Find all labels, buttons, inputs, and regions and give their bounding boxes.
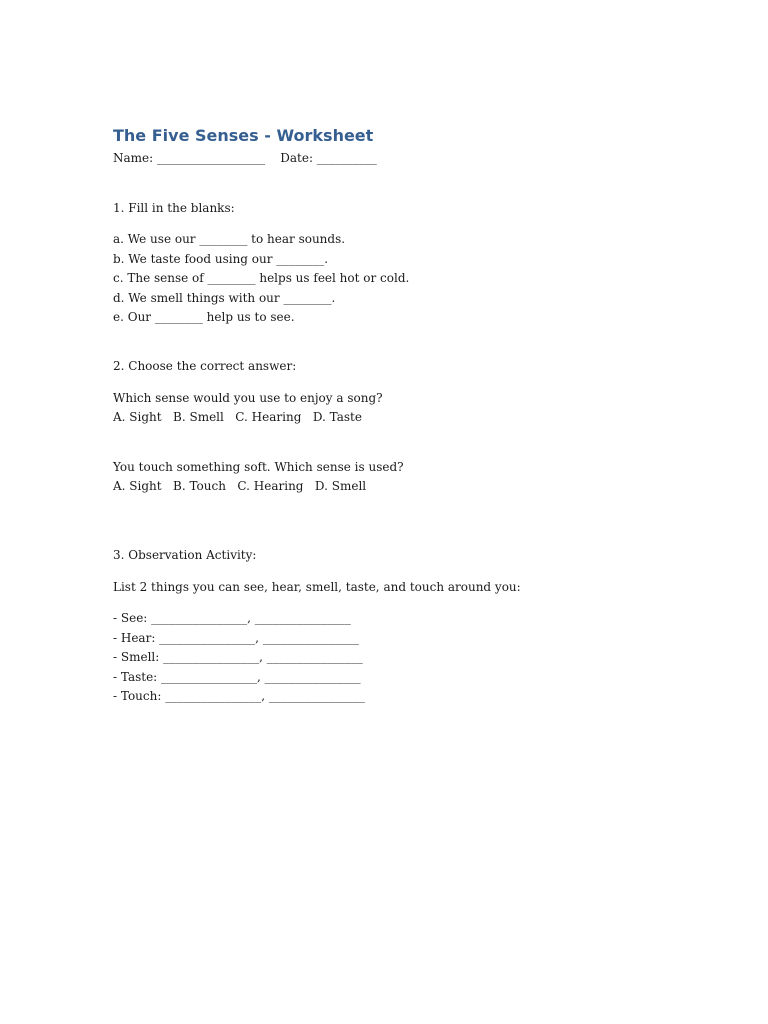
- page-title: The Five Senses - Worksheet: [113, 126, 374, 145]
- observation-item: - Taste: ________________, ________________: [113, 669, 361, 684]
- section3-instruction: List 2 things you can see, hear, smell, taste, and touch around you:: [113, 579, 521, 594]
- fill-blank-item: e. Our ________ help us to see.: [113, 310, 295, 325]
- observation-item: - Smell: ________________, ________________: [113, 650, 363, 665]
- section2-heading: 2. Choose the correct answer:: [113, 359, 297, 374]
- section1-heading: 1. Fill in the blanks:: [113, 201, 235, 215]
- fill-blank-item: b. We taste food using our ________.: [113, 251, 329, 266]
- question-options: A. Sight B. Smell C. Hearing D. Taste: [113, 410, 362, 425]
- fill-blank-item: a. We use our ________ to hear sounds.: [113, 232, 346, 247]
- section3-list: [113, 609, 673, 706]
- fill-blank-item: d. We smell things with our ________.: [113, 290, 336, 305]
- name-date-line: Name: __________________ Date: __________: [113, 151, 377, 165]
- observation-item: - Hear: ________________, ________________: [113, 630, 359, 645]
- observation-item: - See: ________________, ________________: [113, 611, 351, 626]
- section1-list: [113, 230, 673, 327]
- observation-item: - Touch: ________________, ________________: [113, 688, 365, 703]
- question-options: A. Sight B. Touch C. Hearing D. Smell: [113, 479, 367, 494]
- section3-heading: 3. Observation Activity:: [113, 548, 257, 563]
- question-block: [113, 389, 673, 428]
- question-block: [113, 458, 673, 497]
- question-text: Which sense would you use to enjoy a song?: [113, 390, 383, 405]
- worksheet-page: [113, 124, 673, 706]
- fill-blank-item: c. The sense of ________ helps us feel hot or cold.: [113, 271, 410, 286]
- question-text: You touch something soft. Which sense is used?: [113, 459, 404, 474]
